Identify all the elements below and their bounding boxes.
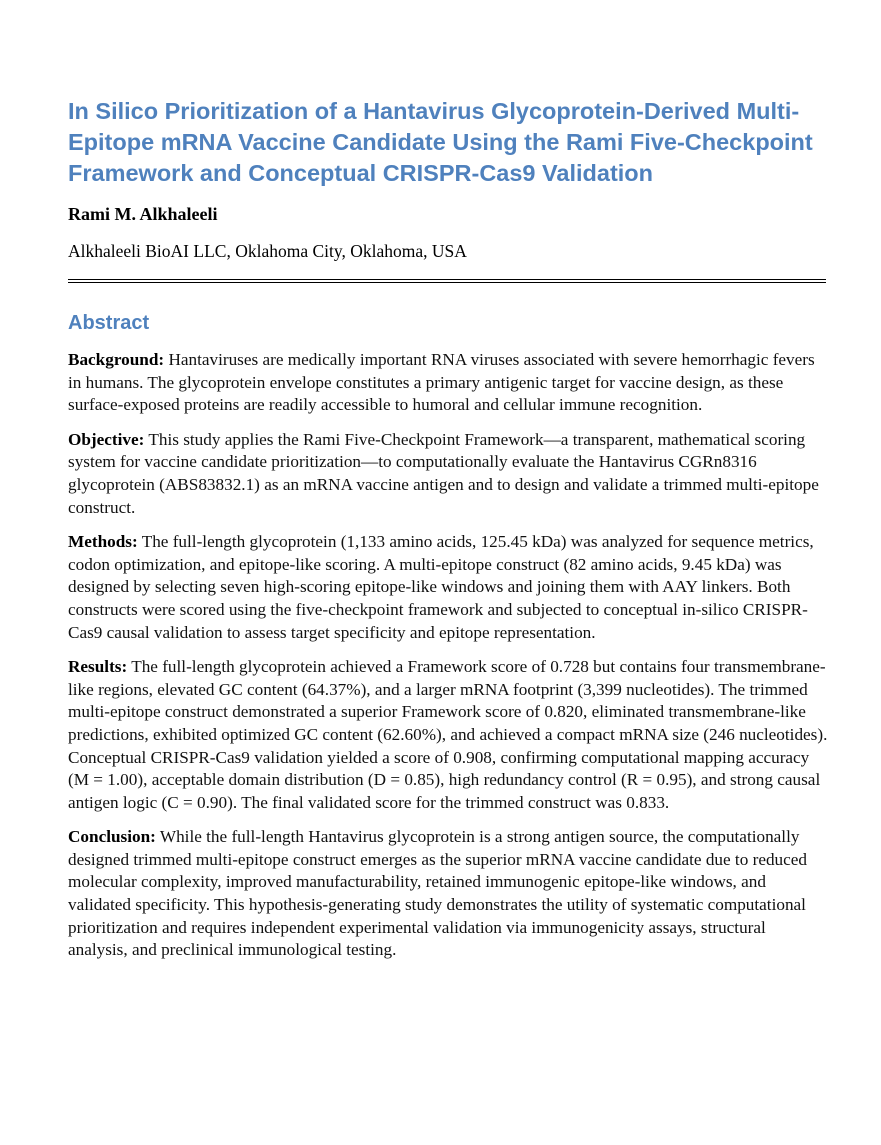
author-name: Rami M. Alkhaleeli <box>68 204 218 224</box>
objective-label: Objective: <box>68 429 145 449</box>
background-label: Background: <box>68 350 165 369</box>
author-affiliation: Alkhaleeli BioAI LLC, Oklahoma City, Oklahoma, USA <box>68 241 467 261</box>
abstract-conclusion-paragraph <box>68 826 828 962</box>
paper-page <box>68 96 828 962</box>
results-text: The full-length glycoprotein achieved a Framework score of 0.728 but contains four transmembrane-like regions, elevated GC content (64.37%), and a larger mRNA footprint (3,399 nucleotides). The trimmed multi-epitope construct demonstrated a superior Framework score of 0.820, eliminated transmembrane-like predictions, exhibited optimized GC content (62.60%), and achieved a compact mRNA size (246 nucleotides). Conceptual CRISPR-Cas9 validation yielded a score of 0.908, confirming computational mapping accuracy (M = 1.00), acceptable domain distribution (D = 0.85), high redundancy control (R = 0.95), and strong causal antigen logic (C = 0.90). The final validated score for the trimmed construct was 0.833. <box>68 657 828 812</box>
abstract-results-paragraph <box>68 656 828 814</box>
conclusion-label: Conclusion: <box>68 827 156 847</box>
abstract-heading: Abstract <box>68 312 150 334</box>
conclusion-text: While the full-length Hantavirus glycoprotein is a strong antigen source, the computationally designed trimmed multi-epitope construct emerges as the superior mRNA vaccine candidate due to reduced molecular complexity, improved manufacturability, retained immunogenic epitope-like windows, and validated specificity. This hypothesis-generating study demonstrates the utility of systematic computational prioritization and requires independent experimental validation via immunogenicity assays, structural analysis, and preclinical immunological testing. <box>68 827 807 960</box>
title-divider <box>68 279 826 283</box>
background-text: Hantaviruses are medically important RNA viruses associated with severe hemorrhagic fevers in humans. The glycoprotein envelope constitutes a primary antigenic target for vaccine design, as these surface-exposed proteins are readily accessible to humoral and cellular immune recognition. <box>68 350 815 415</box>
objective-text: This study applies the Rami Five-Checkpoint Framework—a transparent, mathematical scoring system for vaccine candidate prioritization—to computationally evaluate the Hantavirus CGRn8316 glycoprotein (ABS83832.1) as an mRNA vaccine antigen and to design and validate a trimmed multi-epitope construct. <box>68 429 819 517</box>
paper-title: In Silico Prioritization of a Hantavirus Glycoprotein-Derived Multi-Epitope mRNA Vaccine Candidate Using the Rami Five-Checkpoint Framework and Conceptual CRISPR-Cas9 Validation <box>68 98 813 186</box>
methods-text: The full-length glycoprotein (1,133 amino acids, 125.45 kDa) was analyzed for sequence metrics, codon optimization, and epitope-like scoring. A multi-epitope construct (82 amino acids, 9.45 kDa) was designed by selecting seven high-scoring epitope-like windows and joining them with AAY linkers. Both constructs were scored using the five-checkpoint framework and subjected to conceptual in-silico CRISPR-Cas9 causal validation to assess target specificity and epitope representation. <box>68 532 814 642</box>
abstract-methods-paragraph <box>68 531 828 644</box>
abstract-objective-paragraph <box>68 429 828 519</box>
results-label: Results: <box>68 657 128 677</box>
methods-label: Methods: <box>68 532 138 552</box>
abstract-background-paragraph <box>68 349 828 417</box>
